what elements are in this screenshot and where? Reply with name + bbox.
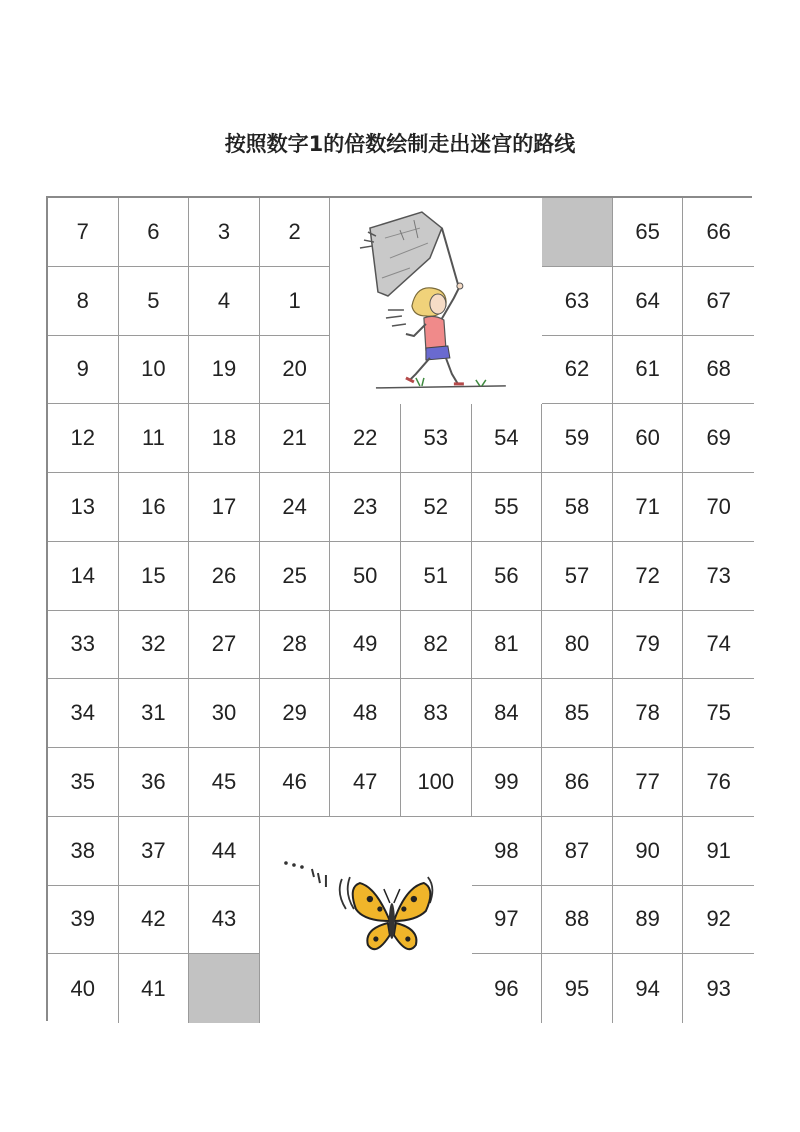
girl-with-butterfly-net-illustration — [330, 198, 542, 404]
maze-cell[interactable]: 75 — [683, 679, 754, 748]
maze-cell[interactable]: 20 — [260, 336, 331, 405]
maze-cell[interactable]: 40 — [48, 954, 119, 1023]
maze-cell[interactable]: 8 — [48, 267, 119, 336]
maze-cell[interactable]: 59 — [542, 404, 613, 473]
maze-cell[interactable]: 95 — [542, 954, 613, 1023]
maze-cell[interactable]: 96 — [472, 954, 543, 1023]
maze-cell[interactable]: 35 — [48, 748, 119, 817]
maze-cell[interactable]: 13 — [48, 473, 119, 542]
maze-cell[interactable]: 41 — [119, 954, 190, 1023]
maze-endpoint-cell[interactable] — [189, 954, 260, 1023]
maze-cell[interactable]: 56 — [472, 542, 543, 611]
maze-cell[interactable]: 44 — [189, 817, 260, 886]
maze-cell[interactable]: 74 — [683, 611, 754, 680]
maze-cell[interactable]: 93 — [683, 954, 754, 1023]
maze-cell[interactable]: 82 — [401, 611, 472, 680]
maze-cell[interactable]: 24 — [260, 473, 331, 542]
maze-cell[interactable]: 69 — [683, 404, 754, 473]
maze-cell[interactable]: 26 — [189, 542, 260, 611]
maze-cell[interactable]: 54 — [472, 404, 543, 473]
maze-cell[interactable]: 98 — [472, 817, 543, 886]
maze-cell[interactable]: 31 — [119, 679, 190, 748]
maze-cell[interactable]: 85 — [542, 679, 613, 748]
maze-cell[interactable]: 97 — [472, 886, 543, 955]
maze-cell[interactable]: 66 — [683, 198, 754, 267]
maze-cell[interactable]: 33 — [48, 611, 119, 680]
maze-cell[interactable]: 36 — [119, 748, 190, 817]
maze-cell[interactable]: 42 — [119, 886, 190, 955]
maze-cell[interactable]: 86 — [542, 748, 613, 817]
maze-cell[interactable]: 38 — [48, 817, 119, 886]
maze-cell[interactable]: 11 — [119, 404, 190, 473]
maze-cell[interactable]: 27 — [189, 611, 260, 680]
maze-cell[interactable]: 88 — [542, 886, 613, 955]
maze-cell[interactable]: 47 — [330, 748, 401, 817]
maze-cell[interactable]: 45 — [189, 748, 260, 817]
maze-cell[interactable]: 90 — [613, 817, 684, 886]
maze-cell[interactable]: 18 — [189, 404, 260, 473]
maze-cell[interactable]: 63 — [542, 267, 613, 336]
maze-cell[interactable]: 53 — [401, 404, 472, 473]
maze-cell[interactable]: 3 — [189, 198, 260, 267]
maze-cell[interactable]: 52 — [401, 473, 472, 542]
maze-cell[interactable]: 37 — [119, 817, 190, 886]
maze-cell[interactable]: 94 — [613, 954, 684, 1023]
maze-cell[interactable]: 39 — [48, 886, 119, 955]
maze-cell[interactable]: 73 — [683, 542, 754, 611]
maze-cell[interactable]: 29 — [260, 679, 331, 748]
maze-cell[interactable]: 62 — [542, 336, 613, 405]
maze-cell[interactable]: 25 — [260, 542, 331, 611]
maze-cell[interactable]: 14 — [48, 542, 119, 611]
maze-cell[interactable]: 7 — [48, 198, 119, 267]
maze-cell[interactable]: 6 — [119, 198, 190, 267]
maze-cell[interactable]: 84 — [472, 679, 543, 748]
maze-cell[interactable]: 50 — [330, 542, 401, 611]
maze-cell[interactable]: 17 — [189, 473, 260, 542]
maze-cell[interactable]: 9 — [48, 336, 119, 405]
maze-cell[interactable]: 91 — [683, 817, 754, 886]
maze-cell[interactable]: 77 — [613, 748, 684, 817]
maze-cell[interactable]: 65 — [613, 198, 684, 267]
maze-cell[interactable]: 89 — [613, 886, 684, 955]
maze-cell[interactable]: 92 — [683, 886, 754, 955]
maze-cell[interactable]: 81 — [472, 611, 543, 680]
maze-cell[interactable]: 70 — [683, 473, 754, 542]
page-title: 按照数字1的倍数绘制走出迷宫的路线 — [224, 132, 576, 156]
maze-cell[interactable]: 58 — [542, 473, 613, 542]
maze-cell[interactable]: 21 — [260, 404, 331, 473]
maze-cell[interactable]: 4 — [189, 267, 260, 336]
maze-cell[interactable]: 67 — [683, 267, 754, 336]
maze-endpoint-cell[interactable] — [542, 198, 613, 267]
maze-cell[interactable]: 64 — [613, 267, 684, 336]
maze-cell[interactable]: 55 — [472, 473, 543, 542]
maze-cell[interactable]: 23 — [330, 473, 401, 542]
maze-cell[interactable]: 68 — [683, 336, 754, 405]
maze-cell[interactable]: 5 — [119, 267, 190, 336]
maze-cell[interactable]: 83 — [401, 679, 472, 748]
maze-cell[interactable]: 60 — [613, 404, 684, 473]
maze-cell[interactable]: 10 — [119, 336, 190, 405]
maze-cell[interactable]: 43 — [189, 886, 260, 955]
maze-cell[interactable]: 48 — [330, 679, 401, 748]
maze-cell[interactable]: 71 — [613, 473, 684, 542]
maze-grid — [46, 196, 752, 1021]
maze-cell[interactable]: 79 — [613, 611, 684, 680]
maze-cell[interactable]: 15 — [119, 542, 190, 611]
maze-cell[interactable]: 32 — [119, 611, 190, 680]
maze-cell[interactable]: 46 — [260, 748, 331, 817]
maze-cell[interactable]: 100 — [401, 748, 472, 817]
maze-cell[interactable]: 72 — [613, 542, 684, 611]
maze-cell[interactable]: 1 — [260, 267, 331, 336]
butterfly-illustration — [260, 817, 472, 1023]
maze-cell[interactable]: 49 — [330, 611, 401, 680]
maze-cell[interactable]: 34 — [48, 679, 119, 748]
maze-cell[interactable]: 28 — [260, 611, 331, 680]
maze-cell[interactable]: 87 — [542, 817, 613, 886]
maze-cell[interactable]: 12 — [48, 404, 119, 473]
maze-cell[interactable]: 61 — [613, 336, 684, 405]
maze-cell[interactable]: 51 — [401, 542, 472, 611]
maze-cell[interactable]: 19 — [189, 336, 260, 405]
maze-cell[interactable]: 57 — [542, 542, 613, 611]
maze-cell[interactable]: 16 — [119, 473, 190, 542]
maze-cell[interactable]: 30 — [189, 679, 260, 748]
maze-cell[interactable]: 99 — [472, 748, 543, 817]
maze-cell[interactable]: 76 — [683, 748, 754, 817]
maze-cell[interactable]: 2 — [260, 198, 331, 267]
maze-cell[interactable]: 78 — [613, 679, 684, 748]
maze-cell[interactable]: 22 — [330, 404, 401, 473]
maze-cell[interactable]: 80 — [542, 611, 613, 680]
